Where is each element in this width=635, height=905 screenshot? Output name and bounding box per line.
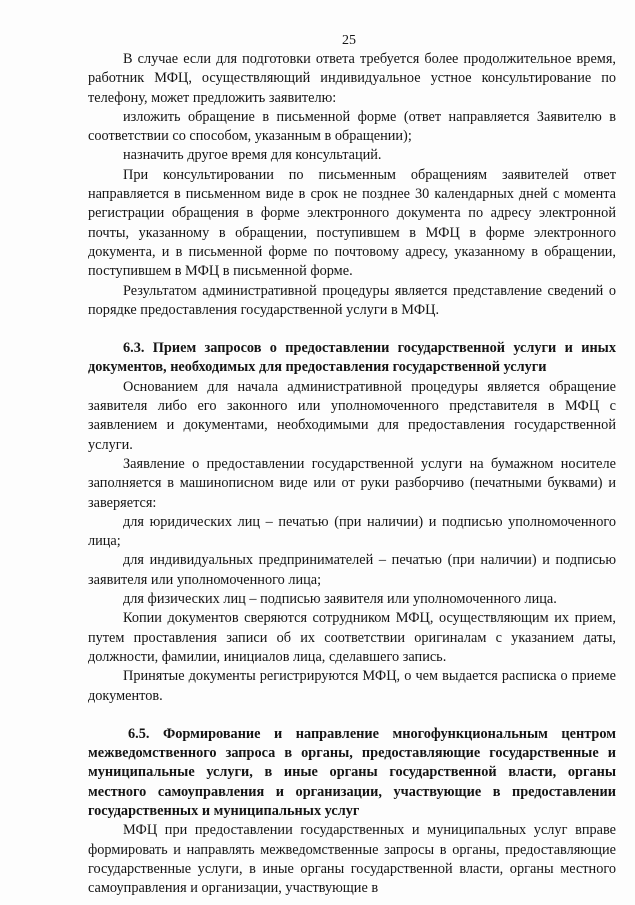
paragraph: Заявление о предоставлении государственной услуги на бумажном носителе заполняется в машинописном виде или от руки разборчиво (печатными буквами) и заверяется:: [88, 455, 616, 511]
paragraph: Копии документов сверяются сотрудником МФЦ, осуществляющим их прием, путем проставления записи об их соответствии оригиналам с указанием даты, должности, фамилии, инициалов лица, сделавшего запись.: [88, 610, 616, 665]
document-body: [88, 50, 616, 898]
paragraph: Результатом административной процедуры является представление сведений о порядке предоставления государственной услуги в МФЦ.: [88, 282, 616, 318]
page-number: 25: [342, 33, 356, 48]
paragraph: для юридических лиц – печатью (при наличии) и подписью уполномоченного лица;: [88, 513, 616, 550]
paragraph: для индивидуальных предпринимателей – печатью (при наличии) и подписью заявителя или уполномоченного лица;: [88, 552, 616, 588]
paragraph: Принятые документы регистрируются МФЦ, о чем выдается расписка о приеме документов.: [88, 668, 616, 704]
paragraph: назначить другое время для консультаций.: [123, 147, 382, 164]
paragraph: Основанием для начала административной процедуры является обращение заявителя либо его законного или уполномоченного представителя в МФЦ с заявлением и документами, необходимыми для предоставления государственной услуги.: [88, 378, 616, 453]
paragraph: В случае если для подготовки ответа требуется более продолжительное время, работник МФЦ, осуществляющий индивидуальное устное консультирование по телефону, может предложить заявителю:: [88, 51, 616, 106]
section-heading-6-5: 6.5. Формирование и направление многофункциональным центром межведомственного запроса в органы, предоставляющие государственные и муниципальные услуги, в иные органы государственной власти, органы местного самоуправления и организации, участвующие в предоставлении государственных и муниципальных услуг: [88, 725, 616, 819]
paragraph: МФЦ при предоставлении государственных и муниципальных услуг вправе формировать и направлять межведомственные запросы в органы, предоставляющие государственные услуги, в иные органы государственной власти, органы местного самоуправления и организации, участвующие в: [88, 822, 616, 897]
paragraph: для физических лиц – подписью заявителя или уполномоченного лица.: [123, 591, 557, 608]
paragraph: При консультировании по письменным обращениям заявителей ответ направляется в письменном виде в срок не позднее 30 календарных дней с момента регистрации обращения в форме электронного документа по адресу электронной почты, указанному в обращении, поступившем в МФЦ в форме электронного документа, и в письменной форме по почтовому адресу, указанному в обращении, поступившем в МФЦ в письменной форме.: [88, 166, 616, 280]
paragraph: изложить обращение в письменной форме (ответ направляется Заявителю в соответствии со способом, указанным в обращении);: [88, 108, 616, 145]
section-heading-6-3: 6.3. Прием запросов о предоставлении государственной услуги и иных документов, необходимых для предоставления государственной услуги: [88, 340, 616, 376]
